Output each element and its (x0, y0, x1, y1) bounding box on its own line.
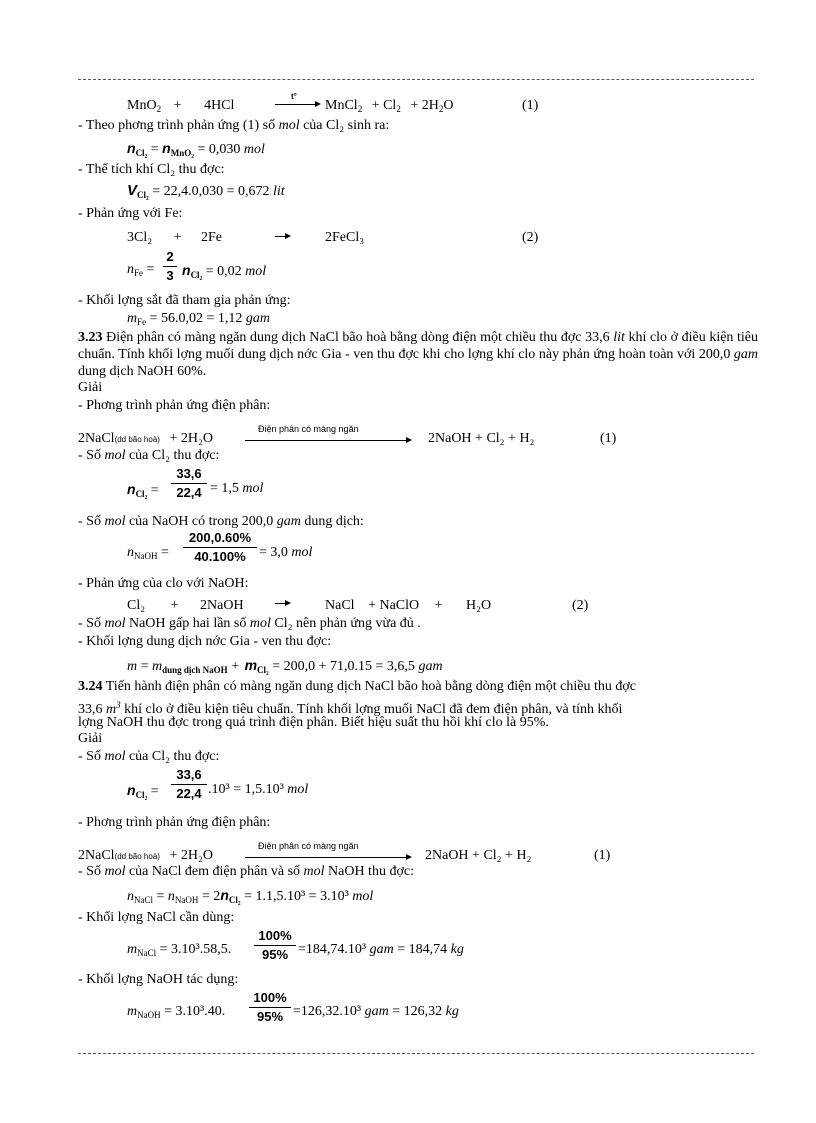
formula-line: $n_{NaOH}$ = (127, 545, 169, 561)
problem-3-24-line1: 3.24 Tiến hành điện phân có màng ngăn dung dịch NaCl bão hoà bằng dòng điện một chiều thu đợc (78, 679, 636, 694)
formula-line: = 3,0 mol (259, 545, 313, 560)
formula-line: .10³ = 1,5.10³ mol (208, 782, 309, 797)
fraction: $\frac{200,0.60\%}{40.100\%}$ (183, 529, 257, 566)
electrolysis-condition: Điện phân có màng ngăn (258, 424, 359, 434)
text-line: - Khối lợng NaOH tác dụng: (78, 972, 239, 987)
formula-line: $n_{Cl_2}$ = (127, 481, 159, 499)
formula-line: $m_{NaOH} = 3.10^3.40$. (127, 1004, 226, 1020)
text-line: - Theo phơng trình phản ứng (1) số mol của Cl₂ sinh ra: (78, 118, 390, 133)
formula-line: $n_{NaCl} = n_{NaOH} = 2n_{Cl_2} = 1.1,5.10^3 = 3.10^3$ mol (127, 887, 374, 905)
formula-line: =184,74.10³ gam = 184,74 kg (298, 942, 464, 957)
equation-1-condition: t° (291, 92, 297, 101)
reaction-arrow (245, 440, 410, 441)
text-line: - Số mol của Cl₂ thu đợc: (78, 749, 220, 764)
problem-number: 3.23 (78, 330, 103, 345)
reaction-arrow (245, 857, 410, 858)
formula-line: =126,32.10³ gam = 126,32 kg (293, 1004, 459, 1019)
formula-line: $n_{Cl_2} = 0,02$ mol (182, 262, 267, 280)
text-line: - Số mol của Cl₂ thu đợc: (78, 448, 220, 463)
formula-line: = 1,5 mol (210, 481, 264, 496)
fraction: $\frac{100\%}{95\%}$ (249, 989, 291, 1026)
fraction: $\frac{33,6}{22,4}$ (171, 465, 207, 502)
problem-3-24-line3: lợng NaOH thu đợc trong quá trình điện phân. Biết hiệu suất thu hồi khí clo là 95%. (78, 715, 549, 730)
equation-number: (2) (572, 598, 589, 613)
text-line: - Thể tích khí Cl₂ thu đợc: (78, 162, 225, 177)
electrolysis-equation: 2NaCl(dd bão hoà) + 2H₂O (78, 848, 213, 863)
electrolysis-products: 2NaOH + Cl₂ + H₂ (425, 848, 532, 863)
formula-line: $n_{Fe}$ = (127, 262, 155, 278)
equation-1: MnO$_2$ + 4HCl (127, 98, 235, 114)
equation-2-number: (2) (522, 230, 539, 245)
electrolysis-products: 2NaOH + Cl₂ + H₂ (428, 431, 535, 446)
problem-3-24-line2: 33,6 $m^3$ khí clo ở điều kiện tiêu chuẩn. Tính khối lợng muối NaCl đã đem điện phân, và tính khối (78, 700, 623, 717)
bottom-divider (78, 1053, 754, 1054)
text-line: - Phản ứng với Fe: (78, 206, 183, 221)
text-line: - Phơng trình phản ứng điện phân: (78, 815, 271, 830)
equation-number: (1) (594, 848, 611, 863)
equation-1-number: (1) (522, 98, 539, 113)
formula-line: $V_{Cl_2} = 22,4.0,030 = 0,672$ lit (127, 182, 285, 200)
text-line: - Phản ứng của clo với NaOH: (78, 576, 249, 591)
formula-line: $m_{NaCl} = 3.10^3.58,5$. (127, 942, 232, 958)
reaction-arrow (275, 603, 289, 604)
fraction: $\frac{100\%}{95\%}$ (254, 927, 296, 964)
text-line: - Khối lợng dung dịch nớc Gia - ven thu đợc: (78, 634, 332, 649)
equation-2-product: 2FeCl₃ (325, 230, 365, 245)
text-line: - Số mol của NaOH có trong 200,0 gam dung dịch: (78, 514, 364, 529)
top-divider (78, 79, 754, 80)
formula-line: $m_{Fe} = 56.0,02 = 1,12$ gam (127, 311, 271, 327)
text-line: - Khối lợng NaCl cần dùng: (78, 910, 235, 925)
reaction-arrow (275, 236, 289, 237)
equation-2-products: NaCl + NaClO + H₂O (325, 598, 492, 613)
reaction-arrow (275, 104, 319, 105)
equation-2: Cl₂ + 2NaOH (127, 598, 244, 613)
text-line: - Số mol NaOH gấp hai lần số mol Cl₂ nên phản ứng vừa đủ . (78, 616, 421, 631)
text-line: - Phơng trình phản ứng điện phân: (78, 398, 271, 413)
formula-line: $n_{Cl_2} = n_{MnO_2} = 0,030$ mol (127, 140, 265, 158)
problem-3-23: 3.23 Điện phân có màng ngăn dung dịch NaCl bão hoà bằng dòng điện một chiều thu đợc 33,6 lit khí clo ở điều kiện tiêu chuẩn. Tính khối lợng muối dung dịch nớc Gia - ven thu đợc khi cho lợng khí clo này phản ứng hoàn toàn với 200,0 gam dung dịch NaOH 60%. (78, 330, 759, 379)
formula-line: $n_{Cl_2}$ = (127, 782, 159, 800)
solution-label: Giải (78, 731, 103, 746)
text-line: - Khối lợng sắt đã tham gia phản ứng: (78, 293, 291, 308)
electrolysis-condition: Điện phân có màng ngăn (258, 841, 359, 851)
equation-number: (1) (600, 431, 617, 446)
formula-line: $m = m_{dung dịch NaOH} + m_{Cl_2} = 200,0 + 71,0.15 = 3,6,5$ gam (127, 657, 443, 675)
fraction: $\frac{2}{3}$ (163, 248, 177, 285)
electrolysis-equation: 2NaCl(dd bão hoà) + 2H₂O (78, 431, 213, 446)
fraction: $\frac{33,6}{22,4}$ (171, 766, 207, 803)
problem-number: 3.24 (78, 679, 103, 694)
equation-1-products: MnCl$_2$ + $Cl_2 + 2H_2O$ (325, 98, 454, 114)
text-line: - Số mol của NaCl đem điện phân và số mol NaOH thu đợc: (78, 864, 414, 879)
solution-label: Giải (78, 380, 103, 395)
equation-2: 3Cl₂ + 2Fe (127, 230, 223, 245)
